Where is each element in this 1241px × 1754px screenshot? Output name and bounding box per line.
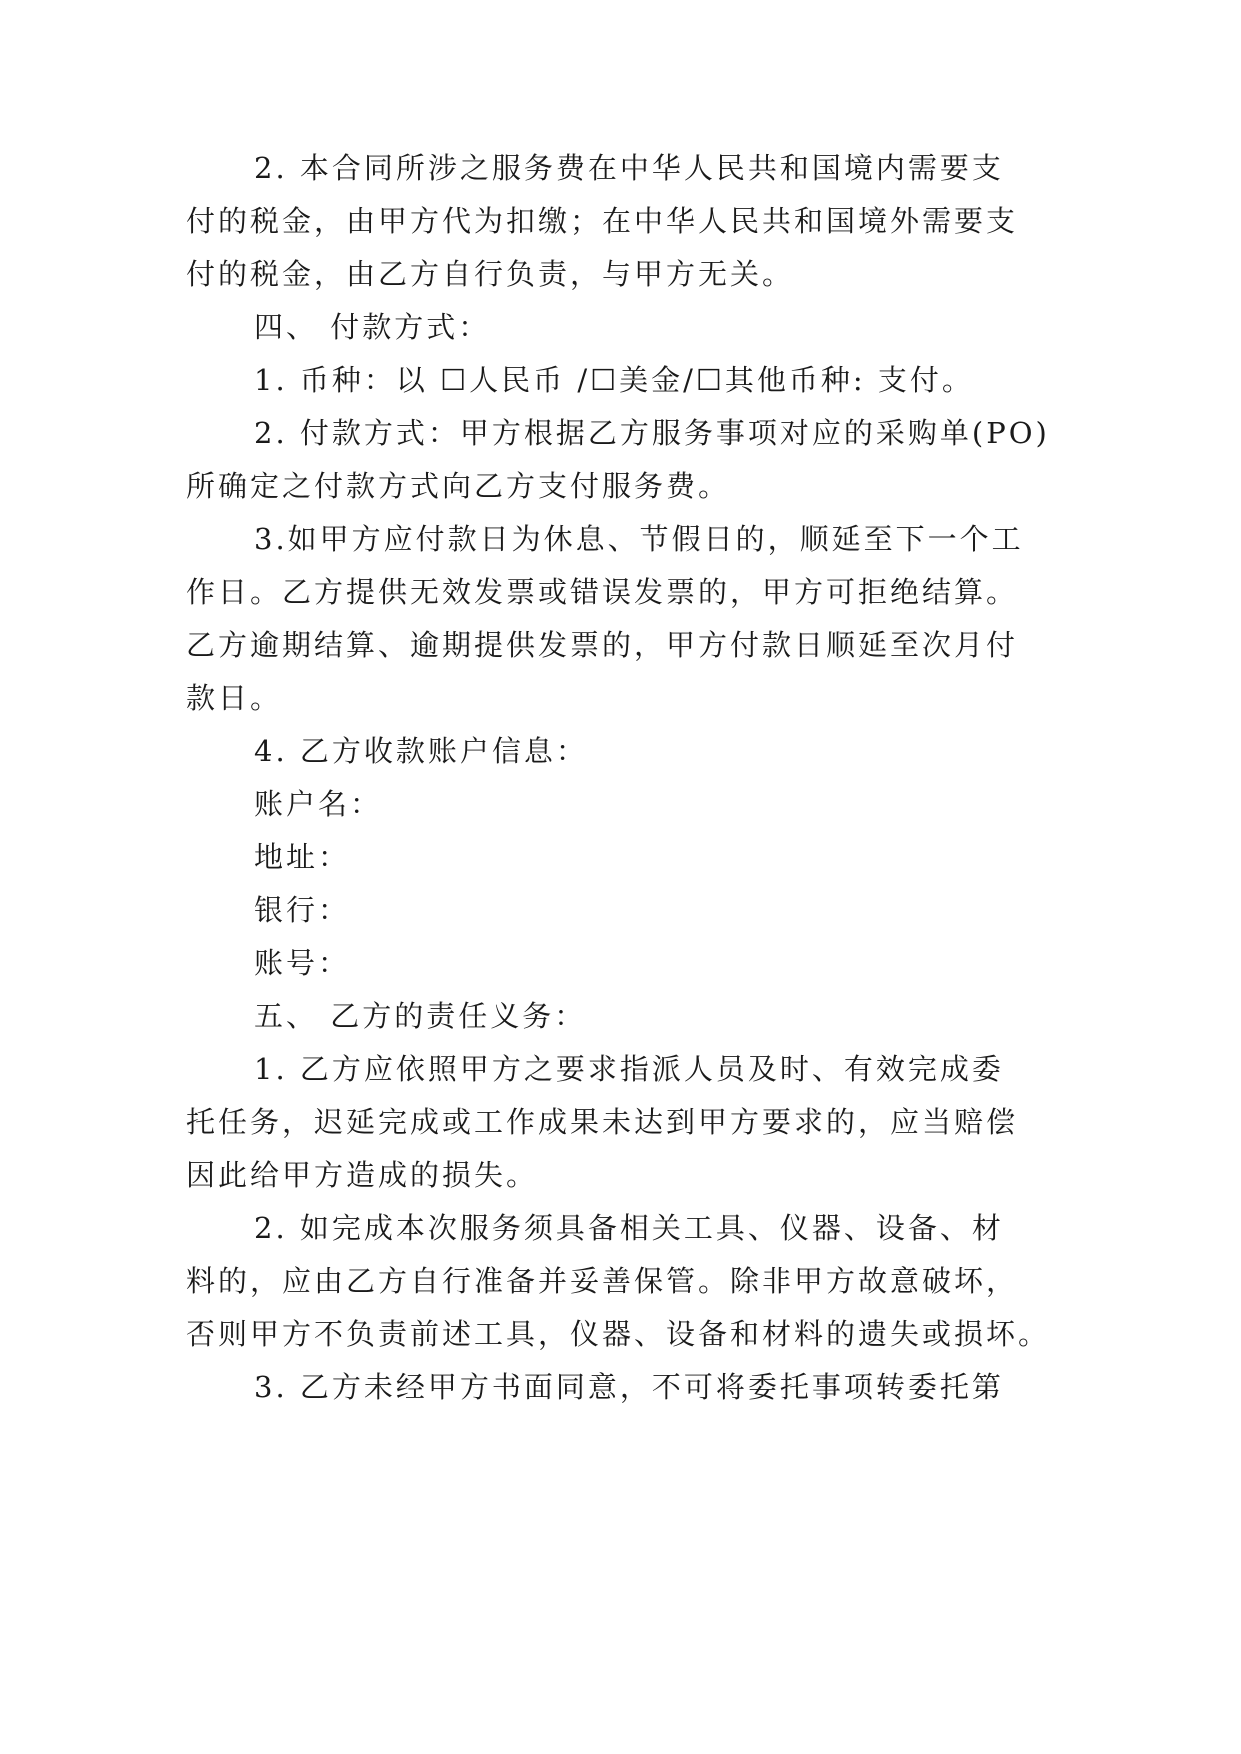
clause-5-2-line-2: 料的，应由乙方自行准备并妥善保管。除非甲方故意破坏， [186,1264,1019,1298]
clause-4-2-line-1: 2. 付款方式：甲方根据乙方服务事项对应的采购单(PO) [254,416,1050,450]
clause-5-1-line-2: 托任务，迟延完成或工作成果未达到甲方要求的，应当赔偿 [186,1105,1019,1139]
clause-5-1-line-1: 1. 乙方应依照甲方之要求指派人员及时、有效完成委 [254,1052,1004,1086]
clause-4-4-heading: 4. 乙方收款账户信息： [254,734,588,768]
section-5-heading: 五、 乙方的责任义务： [254,999,587,1033]
account-bank-field: 银行： [254,893,351,927]
clause-4-2-line-2: 所确定之付款方式向乙方支付服务费。 [186,469,731,503]
clause-5-2-line-3: 否则甲方不负责前述工具，仪器、设备和材料的遗失或损坏。 [186,1317,1051,1351]
account-name-field: 账户名： [254,787,383,821]
clause-4-1-currency: 1. 币种：以 ☐人民币 /☐美金/☐其他币种: 支付。 [254,363,974,397]
clause-5-2-line-1: 2. 如完成本次服务须具备相关工具、仪器、设备、材 [254,1211,1004,1245]
clause-3-2-line-3: 付的税金，由乙方自行负责，与甲方无关。 [186,257,795,291]
clause-3-2-line-1: 2. 本合同所涉之服务费在中华人民共和国境内需要支 [254,151,1004,185]
clause-4-3-line-2: 作日。乙方提供无效发票或错误发票的，甲方可拒绝结算。 [186,575,1019,609]
account-number-field: 账号： [254,946,351,980]
clause-5-1-line-3: 因此给甲方造成的损失。 [186,1158,539,1192]
section-4-heading: 四、 付款方式： [254,310,491,344]
clause-4-3-line-3: 乙方逾期结算、逾期提供发票的，甲方付款日顺延至次月付 [186,628,1019,662]
clause-4-3-line-4: 款日。 [186,681,283,715]
clause-3-2-line-2: 付的税金，由甲方代为扣缴；在中华人民共和国境外需要支 [186,204,1019,238]
clause-4-3-line-1: 3.如甲方应付款日为休息、节假日的，顺延至下一个工 [254,522,1024,556]
account-address-field: 地址： [254,840,351,874]
clause-5-3-line-1: 3. 乙方未经甲方书面同意，不可将委托事项转委托第 [254,1370,1004,1404]
